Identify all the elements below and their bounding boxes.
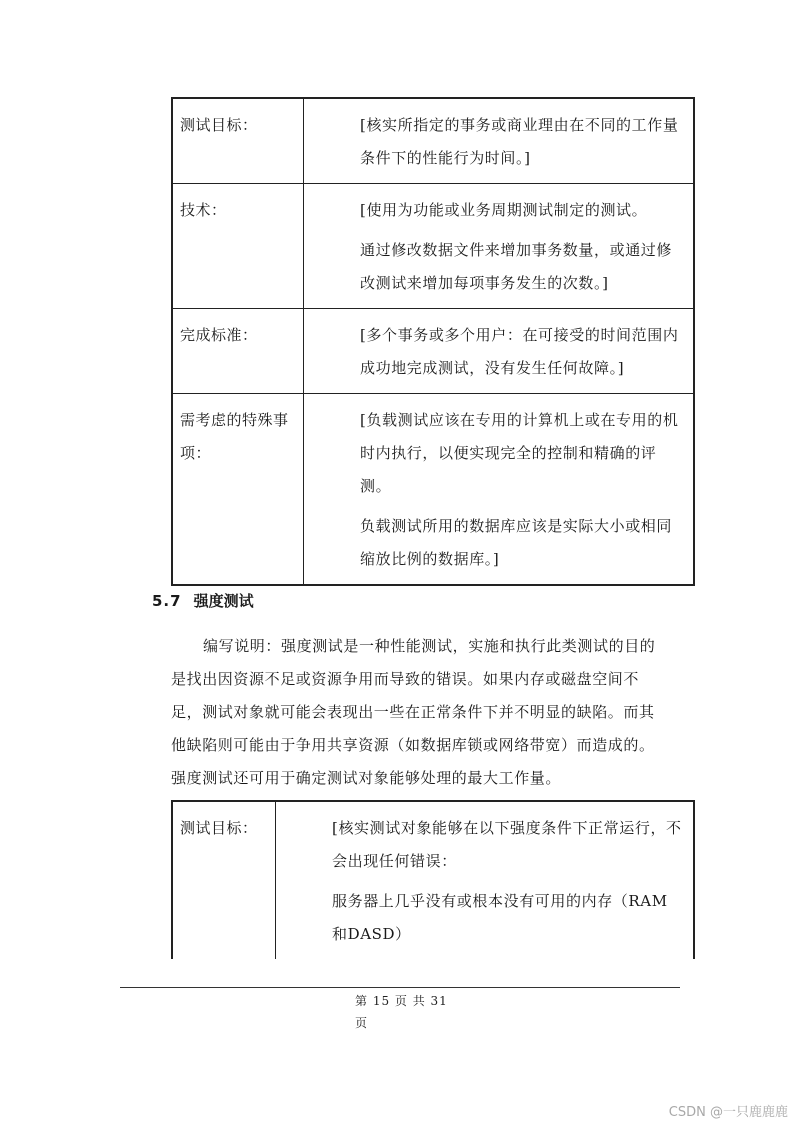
row-paragraph: [使用为功能或业务周期测试制定的测试。: [360, 201, 648, 219]
load-test-table: [171, 97, 695, 586]
page-number-cont: 页: [355, 1016, 369, 1030]
table-row: [172, 394, 694, 586]
row-paragraph: [核实测试对象能够在以下强度条件下正常运行，不会出现任何错误：: [332, 819, 682, 870]
table-row: [172, 98, 694, 184]
description-paragraph: [171, 630, 691, 795]
paragraph-line: 足，测试对象就可能会表现出一些在正常条件下并不明显的缺陷。而其: [171, 703, 655, 721]
row-value: [304, 394, 695, 586]
row-paragraph: 负载测试所用的数据库应该是实际大小或相同缩放比例的数据库。]: [360, 517, 673, 568]
row-value: [304, 184, 695, 309]
footer-divider: [120, 987, 680, 988]
row-label: 需考虑的特殊事项：: [172, 394, 304, 586]
row-paragraph: [核实所指定的事务或商业理由在不同的工作量条件下的性能行为时间。]: [360, 116, 679, 167]
row-paragraph: [多个事务或多个用户：在可接受的时间范围内成功地完成测试，没有发生任何故障。]: [360, 326, 679, 377]
watermark: CSDN @一只鹿鹿鹿: [668, 1105, 788, 1120]
section-number: 5.7: [152, 592, 182, 610]
stress-test-table: [171, 800, 695, 959]
table-row: [172, 801, 694, 959]
row-label: 测试目标：: [172, 801, 276, 959]
row-label: 技术：: [172, 184, 304, 309]
row-paragraph: 通过修改数据文件来增加事务数量，或通过修改测试来增加每项事务发生的次数。]: [360, 241, 673, 292]
page-footer: [355, 990, 475, 1034]
row-value: [304, 98, 695, 184]
paragraph-line: 是找出因资源不足或资源争用而导致的错误。如果内存或磁盘空间不: [171, 670, 640, 688]
page-number: 第 15 页 共 31: [355, 994, 448, 1008]
paragraph-line: 他缺陷则可能由于争用共享资源（如数据库锁或网络带宽）而造成的。: [171, 736, 655, 754]
table-row: [172, 309, 694, 394]
row-value: [276, 801, 695, 959]
table-row: [172, 184, 694, 309]
row-value: [304, 309, 695, 394]
paragraph-line: 强度测试还可用于确定测试对象能够处理的最大工作量。: [171, 769, 562, 787]
row-paragraph: 服务器上几乎没有或根本没有可用的内存（RAM 和DASD）: [332, 892, 668, 943]
section-title: 强度测试: [193, 592, 254, 610]
paragraph-line: 编写说明：强度测试是一种性能测试，实施和执行此类测试的目的: [203, 637, 656, 655]
row-paragraph: [负载测试应该在专用的计算机上或在专用的机时内执行，以便实现完全的控制和精确的评测。: [360, 411, 679, 495]
section-heading: [152, 590, 254, 611]
row-label: 完成标准：: [172, 309, 304, 394]
row-label: 测试目标：: [172, 98, 304, 184]
